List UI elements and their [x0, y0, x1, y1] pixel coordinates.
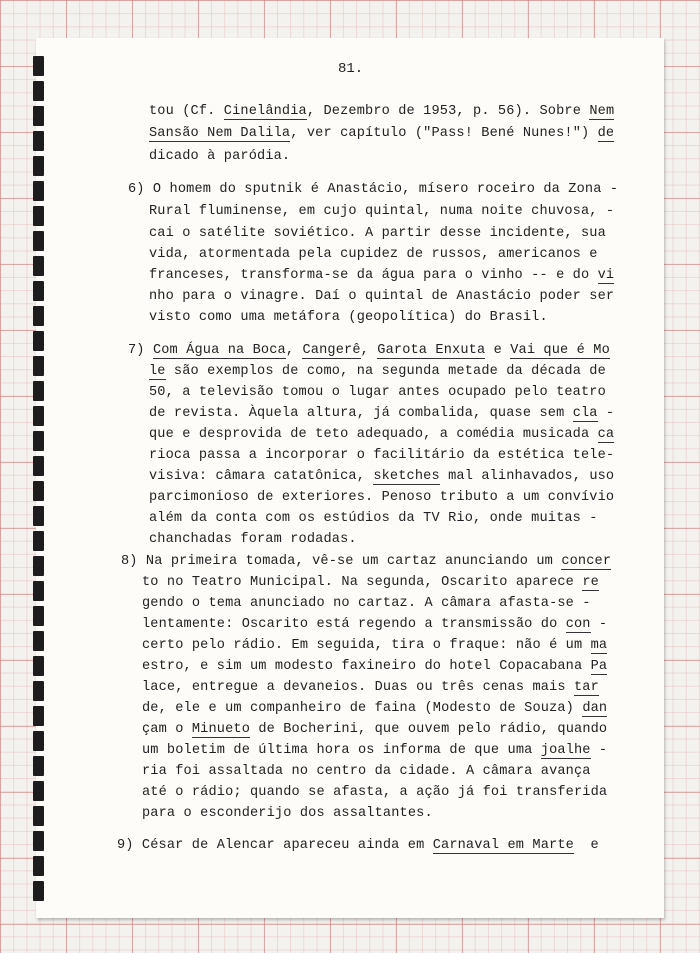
binding-hole: [33, 406, 44, 426]
text-line: [149, 289, 614, 305]
text-segment: nho para o vinagre. Daí o quintal de Anastácio poder ser: [149, 289, 615, 304]
text-line: [142, 701, 607, 717]
text-line: [128, 182, 618, 198]
text-line: [149, 532, 357, 548]
binding-hole: [33, 631, 44, 651]
underlined-text: Minueto: [191, 722, 251, 737]
text-segment: de revista. Àquela altura, já combalida, quase sem: [149, 406, 573, 421]
binding-hole: [33, 856, 44, 876]
underlined-text: tar: [574, 680, 599, 695]
text-segment: Rural fluminense, em cujo quintal, numa noite chuvosa, -: [149, 204, 615, 219]
text-line: [142, 785, 607, 801]
text-line: [142, 680, 599, 696]
binding-hole: [33, 656, 44, 676]
binding-hole: [33, 681, 44, 701]
underlined-text: concer: [561, 554, 612, 569]
text-segment: além da conta com os estúdios da TV Rio, onde muitas -: [149, 511, 598, 526]
text-line: [149, 104, 614, 120]
binding-hole: [33, 331, 44, 351]
text-line: [142, 659, 607, 675]
underlined-text: Garota Enxuta: [377, 343, 486, 358]
underlined-text: cla: [572, 406, 598, 421]
paper-sheet: [36, 38, 664, 918]
text-segment: -: [590, 743, 608, 758]
text-line: [149, 226, 606, 242]
text-line: [149, 268, 614, 284]
underlined-text: re: [582, 575, 599, 590]
text-segment: ria foi assaltada no centro da cidade. A câmara avança: [142, 764, 591, 779]
binding-hole: [33, 706, 44, 726]
text-segment: lace, entregue a devaneios. Duas ou três cenas mais: [142, 680, 574, 695]
text-segment: que e desprovida de teto adequado, a comédia musicada: [149, 427, 598, 442]
text-segment: até o rádio; quando se afasta, a ação já foi transferida: [142, 785, 608, 800]
text-line: [149, 385, 606, 401]
text-segment: parcimonioso de exteriores. Penoso tributo a um convívio: [149, 490, 615, 505]
binding-hole: [33, 806, 44, 826]
underlined-text: de: [597, 126, 615, 141]
text-segment: e: [485, 343, 511, 358]
text-line: [121, 554, 611, 570]
binding-hole: [33, 131, 44, 151]
underlined-text: ca: [597, 427, 615, 442]
binding-hole: [33, 781, 44, 801]
text-line: [128, 343, 610, 359]
text-line: [149, 406, 614, 422]
text-segment: de, ele e um companheiro de faina (Modesto de Souza): [142, 701, 583, 716]
text-line: [142, 722, 607, 738]
underlined-text: Carnaval em Marte: [432, 838, 574, 853]
text-segment: 9) César de Alencar apareceu ainda em: [117, 838, 433, 853]
binding-hole: [33, 81, 44, 101]
underlined-text: vi: [597, 268, 615, 283]
binding-hole: [33, 756, 44, 776]
text-segment: chanchadas foram rodadas.: [149, 532, 357, 547]
text-segment: to no Teatro Municipal. Na segunda, Oscarito aparece: [142, 575, 583, 590]
text-segment: lentamente: Oscarito está regendo a transmissão do: [142, 617, 566, 632]
underlined-text: Com Água na Boca: [152, 343, 286, 358]
binding-hole: [33, 606, 44, 626]
text-segment: rioca passa a incorporar o facilitário da estética tele-: [149, 448, 615, 463]
binding-hole: [33, 431, 44, 451]
text-segment: , ver capítulo ("Pass! Bené Nunes!"): [290, 126, 598, 141]
text-line: [142, 617, 607, 633]
text-line: [142, 806, 433, 822]
text-line: [149, 247, 598, 263]
underlined-text: sketches: [373, 469, 440, 484]
text-segment: de Bocherini, que ouvem pelo rádio, quando: [250, 722, 608, 737]
text-line: [149, 469, 614, 485]
text-line: [149, 427, 614, 443]
text-line: [149, 490, 614, 506]
binding-hole: [33, 356, 44, 376]
text-segment: certo pelo rádio. Em seguida, tira o fraque: não é um: [142, 638, 591, 653]
text-segment: cai o satélite soviético. A partir desse incidente, sua: [149, 226, 606, 241]
binding-hole: [33, 556, 44, 576]
text-line: [142, 764, 591, 780]
binding-hole: [33, 206, 44, 226]
binding-hole: [33, 56, 44, 76]
text-line: [149, 448, 614, 464]
binding-hole: [33, 181, 44, 201]
text-segment: 7): [128, 343, 153, 358]
underlined-text: Cangerê: [302, 343, 361, 358]
binding-hole: [33, 831, 44, 851]
binding-hole: [33, 231, 44, 251]
text-segment: ,: [285, 343, 303, 358]
text-segment: ,: [360, 343, 378, 358]
binding-hole: [33, 256, 44, 276]
underlined-text: Vai que é Mo: [510, 343, 610, 358]
binding-hole: [33, 581, 44, 601]
underlined-text: dan: [582, 701, 608, 716]
underlined-text: joalhe: [540, 743, 591, 758]
binding-hole: [33, 381, 44, 401]
underlined-text: Cinelândia: [223, 104, 307, 119]
text-segment: dicado à paródia.: [149, 149, 291, 164]
text-segment: visiva: câmara catatônica,: [149, 469, 374, 484]
underlined-text: Pa: [590, 659, 608, 674]
underlined-text: Nem: [589, 104, 615, 119]
page-number: 81.: [338, 61, 364, 77]
text-line: [117, 838, 599, 854]
text-line: [149, 364, 606, 380]
text-segment: estro, e sim um modesto faxineiro do hotel Copacabana: [142, 659, 591, 674]
underlined-text: Sansão Nem Dalila: [149, 126, 291, 141]
text-line: [149, 126, 614, 142]
binding-hole: [33, 456, 44, 476]
text-segment: um boletim de última hora os informa de que uma: [142, 743, 541, 758]
text-segment: são exemplos de como, na segunda metade da década de: [165, 364, 606, 379]
text-segment: 50, a televisão tomou o lugar antes ocupado pelo teatro: [149, 385, 606, 400]
binding-hole: [33, 481, 44, 501]
underlined-text: le: [149, 364, 166, 379]
binding-hole: [33, 531, 44, 551]
text-line: [142, 638, 607, 654]
binding-hole: [33, 306, 44, 326]
binding-hole: [33, 281, 44, 301]
binding-hole: [33, 731, 44, 751]
text-segment: -: [597, 406, 615, 421]
text-segment: gendo o tema anunciado no cartaz. A câmara afasta-se -: [142, 596, 591, 611]
text-segment: para o esconderijo dos assaltantes.: [142, 806, 433, 821]
text-segment: vida, atormentada pela cupidez de russos, americanos e: [149, 247, 598, 262]
text-line: [149, 149, 290, 165]
text-line: [149, 310, 548, 326]
text-segment: , Dezembro de 1953, p. 56). Sobre: [306, 104, 590, 119]
underlined-text: ma: [590, 638, 608, 653]
text-segment: tou (Cf.: [149, 104, 224, 119]
text-line: [142, 596, 591, 612]
underlined-text: con: [565, 617, 591, 632]
text-segment: -: [590, 617, 608, 632]
binding-hole: [33, 156, 44, 176]
text-segment: 8) Na primeira tomada, vê-se um cartaz anunciando um: [121, 554, 562, 569]
binding-hole: [33, 506, 44, 526]
text-segment: e: [573, 838, 599, 853]
text-line: [142, 575, 599, 591]
binding-hole: [33, 881, 44, 901]
text-segment: çam o: [142, 722, 192, 737]
text-segment: mal alinhavados, uso: [439, 469, 615, 484]
text-segment: 6) O homem do sputnik é Anastácio, mísero roceiro da Zona -: [128, 182, 619, 197]
text-line: [149, 204, 614, 220]
text-line: [142, 743, 607, 759]
binding-hole: [33, 106, 44, 126]
text-segment: visto como uma metáfora (geopolítica) do Brasil.: [149, 310, 548, 325]
text-line: [149, 511, 598, 527]
text-segment: franceses, transforma-se da água para o vinho -- e do: [149, 268, 598, 283]
spiral-binding: [33, 56, 45, 906]
